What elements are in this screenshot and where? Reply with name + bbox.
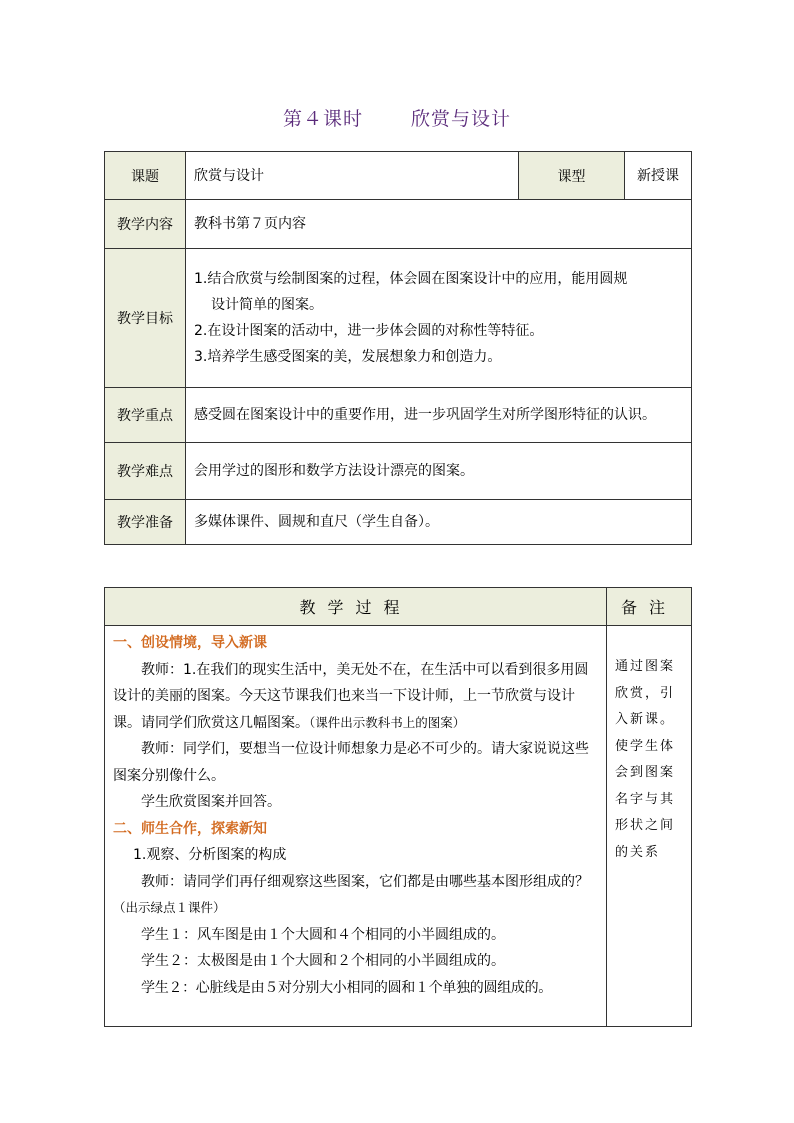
goal-item: 3.培养学生感受图案的美，发展想象力和创造力。 [194,349,502,365]
note-line: 欣赏，引 [615,685,676,701]
paragraph-text: 教师：1.在我们的现实生活中，美无处不在，在生活中可以看到很多用圆设计的美丽的图案。今天这节课我们也来当一下设计师，上一节欣赏与设计课。请同学们欣赏这几幅图案。 [113,661,589,731]
section-title: 二、师生合作，探索新知 [113,820,267,837]
content-value: 教科书第７页内容 [186,200,692,249]
topic-label: 课题 [105,152,186,200]
process-header: 教学过程 [105,588,607,626]
paragraph-note: （课件出示教科书上的图案） [309,714,466,730]
difficulty-value: 会用学过的图形和数学方法设计漂亮的图案。 [186,443,692,500]
page-title [0,104,794,131]
subsection-title: 1.观察、分析图案的构成 [133,847,287,863]
notes-content [607,626,692,1027]
content-row [105,200,692,249]
goal-item: 设计简单的图案。 [211,297,323,313]
paragraph [113,657,601,737]
key-value: 感受圆在图案设计中的重要作用，进一步巩固学生对所学图形特征的认识。 [186,388,692,443]
note-line: 形状之间 [615,818,676,833]
type-value: 新授课 [625,152,692,200]
teaching-process-table [104,587,692,1027]
goals-list [186,249,692,388]
content-label: 教学内容 [105,200,186,249]
prep-value: 多媒体课件、圆规和直尺（学生自备）。 [186,500,692,545]
key-label: 教学重点 [105,388,186,443]
lesson-info-table [104,151,692,545]
prep-label: 教学准备 [105,500,186,545]
type-label: 课型 [519,152,625,200]
goal-item: 1.结合欣赏与绘制图案的过程，体会圆在图案设计中的应用，能用圆规 [194,271,628,287]
paragraph: 学生欣赏图案并回答。 [141,794,281,810]
lesson-name: 欣赏与设计 [411,108,512,130]
difficulty-label: 教学难点 [105,443,186,500]
note-line: 名字与其 [615,791,676,807]
process-content [105,626,607,1027]
paragraph [113,869,601,922]
goal-item: 2.在设计图案的活动中，进一步体会圆的对称性等特征。 [194,323,544,339]
key-row [105,388,692,443]
topic-value: 欣赏与设计 [186,152,519,200]
paragraph: 学生２：太极图是由１个大圆和２个相同的小半圆组成的。 [141,953,505,969]
section-title: 一、创设情境，导入新课 [113,635,267,651]
difficulty-row [105,443,692,500]
paragraph: 教师：同学们，要想当一位设计师想象力是必不可少的。请大家说说这些图案分别像什么。 [113,741,589,784]
prep-row [105,500,692,545]
note-line: 通过图案 [615,659,676,674]
process-body-row [105,626,692,1027]
note-line: 使学生体 [615,738,676,754]
goals-row [105,249,692,388]
paragraph-text: 教师：请同学们再仔细观察这些图案，它们都是由哪些基本图形组成的？ [141,873,589,890]
note-line: 入新课。 [615,712,676,727]
paragraph: 学生１：风车图是由１个大圆和４个相同的小半圆组成的。 [141,926,505,943]
note-line: 的关系 [615,844,661,860]
paragraph: 学生２：心脏线是由５对分别大小相同的圆和１个单独的圆组成的。 [141,979,552,996]
topic-row [105,152,692,200]
notes-header: 备注 [607,588,692,626]
lesson-number: 第４课时 [282,108,363,130]
goals-label: 教学目标 [105,249,186,388]
note-line: 会到图案 [615,765,676,780]
paragraph-note: （出示绿点１课件） [113,900,226,915]
process-header-row [105,588,692,626]
